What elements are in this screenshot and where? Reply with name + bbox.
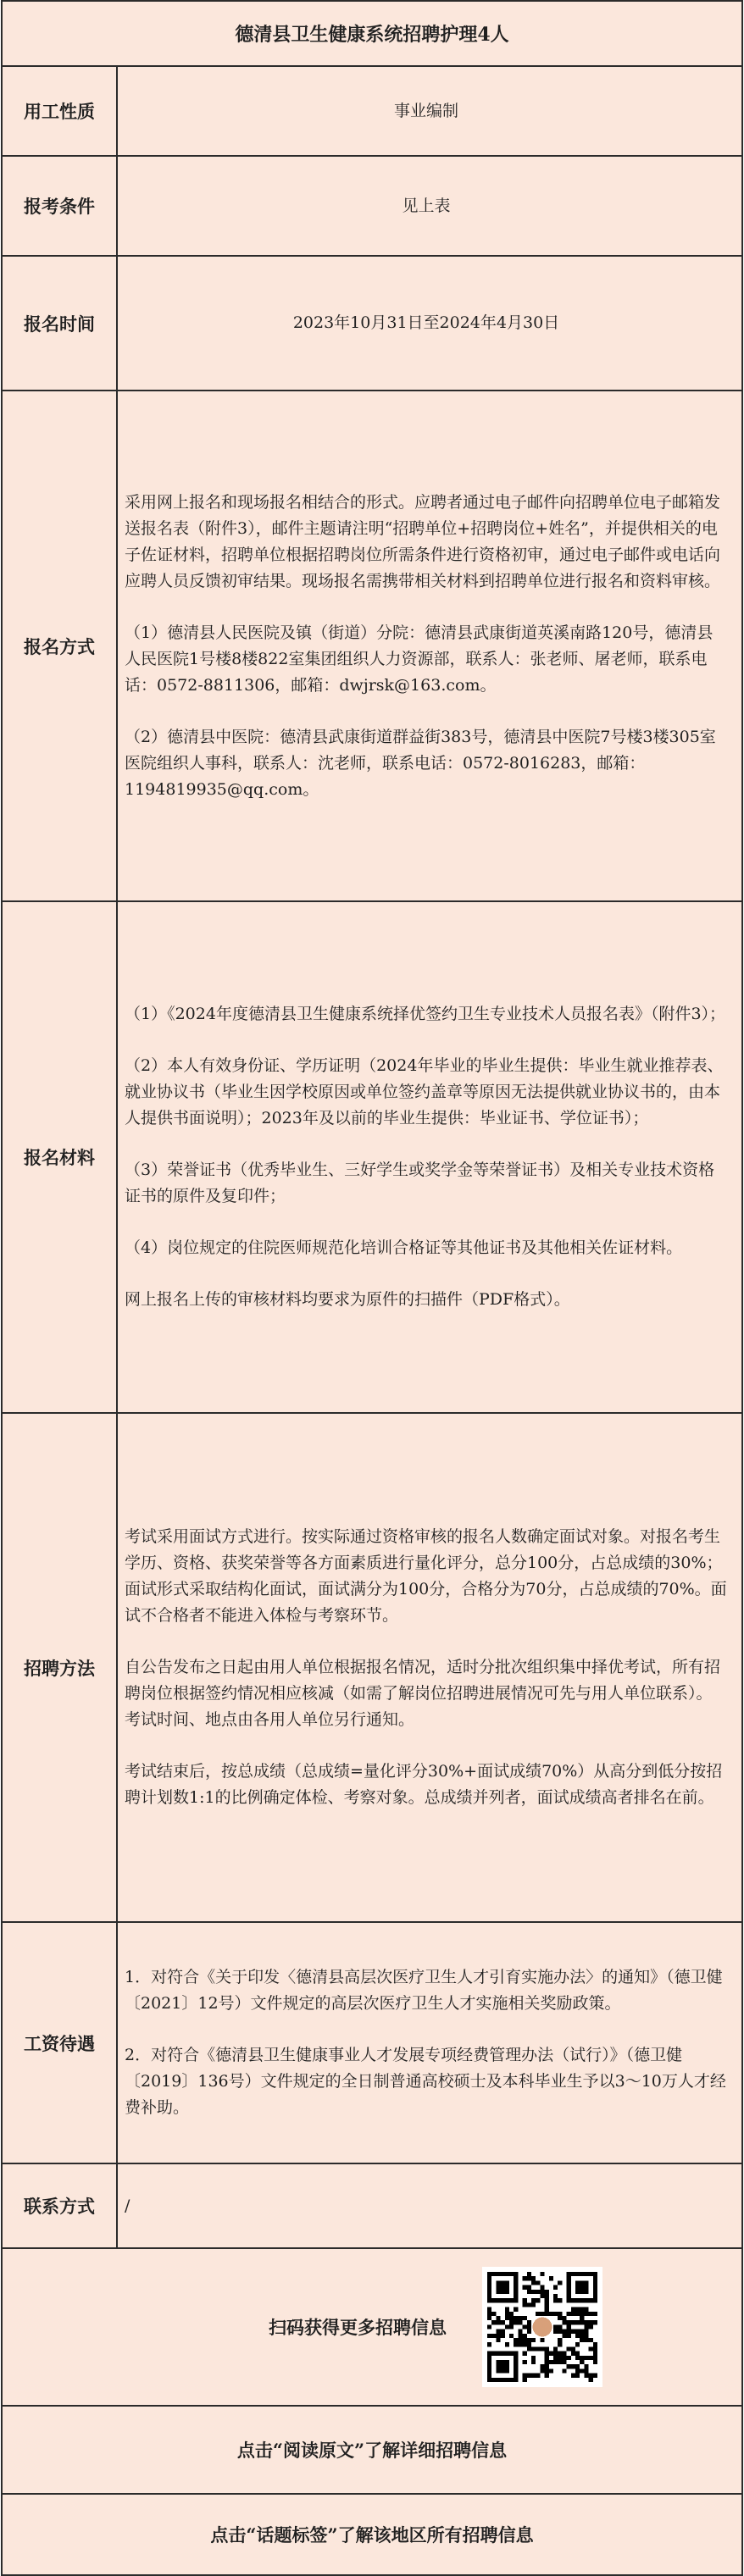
scan-section	[3, 2249, 741, 2407]
row-label: 联系方式	[3, 2164, 118, 2247]
row-text: 事业编制	[393, 101, 458, 120]
row-contact	[3, 2164, 741, 2249]
row-paragraph: （2）本人有效身份证、学历证明（2024年毕业的毕业生提供：毕业生就业推荐表、就业协议书（毕业生因学校原因或单位签约盖章等原因无法提供就业协议书的，由本人提供书面说明）；2023年及以前的毕业生提供：毕业证书、学位证书）；	[125, 1056, 724, 1127]
row-paragraph: 采用网上报名和现场报名相结合的形式。应聘者通过电子邮件向招聘单位电子邮箱发送报名表（附件3），邮件主题请注明“招聘单位+招聘岗位+姓名”，并提供相关的电子佐证材料，招聘单位根据招聘岗位所需条件进行资格初审，通过电子邮件或电话向应聘人员反馈初审结果。现场报名需携带相关材料到招聘单位进行报名和资料审核。	[125, 492, 721, 590]
row-label: 报名方式	[3, 391, 118, 900]
row-content	[118, 257, 741, 390]
row-paragraph: 考试采用面试方式进行。按实际通过资格审核的报名人数确定面试对象。对报名考生学历、资格、获奖荣誉等各方面素质进行量化评分，总分100分，占总成绩的30%；面试形式采取结构化面试，面试满分为100分，合格分为70分，占总成绩的70%。面试不合格者不能进入体检与考察环节。	[125, 1527, 727, 1625]
row-registration-materials	[3, 902, 741, 1414]
row-content	[118, 391, 741, 900]
row-label: 招聘方法	[3, 1414, 118, 1921]
row-label: 报名材料	[3, 902, 118, 1412]
row-salary	[3, 1923, 741, 2164]
table-title: 德清县卫生健康系统招聘护理4人	[3, 2, 741, 67]
row-paragraph: 考试结束后，按总成绩（总成绩=量化评分30%+面试成绩70%）从高分到低分按招聘计划数1:1的比例确定体检、考察对象。总成绩并列者，面试成绩高者排名在前。	[125, 1762, 723, 1807]
recruitment-table	[1, 0, 743, 2576]
row-label: 工资待遇	[3, 1923, 118, 2163]
row-paragraph: （3）荣誉证书（优秀毕业生、三好学生或奖学金等荣誉证书）及相关专业技术资格证书的原件及复印件；	[125, 1161, 715, 1205]
read-original-link[interactable]: 点击“阅读原文”了解详细招聘信息	[3, 2407, 741, 2495]
row-paragraph: 网上报名上传的审核材料均要求为原件的扫描件（PDF格式）。	[125, 1290, 570, 1309]
qr-code-graphic	[487, 2272, 597, 2382]
row-paragraph: （2）德清县中医院：德清县武康街道群益街383号，德清县中医院7号楼3楼305室医院组织人事科，联系人：沈老师，联系电话：0572-8016283，邮箱：1194819935@qq.com。	[125, 727, 716, 799]
row-content	[118, 2164, 741, 2247]
row-content	[118, 1923, 741, 2163]
row-paragraph: 2．对符合《德清县卫生健康事业人才发展专项经费管理办法（试行）》（德卫健〔2019〕136号）文件规定的全日制普通高校硕士及本科毕业生予以3～10万人才经费补助。	[125, 2046, 726, 2117]
row-registration-time	[3, 257, 741, 391]
row-recruitment-method	[3, 1414, 741, 1923]
row-text: /	[125, 2196, 130, 2215]
row-content	[118, 1414, 741, 1921]
topic-tag-link[interactable]: 点击“话题标签”了解该地区所有招聘信息	[3, 2495, 741, 2576]
row-label: 报名时间	[3, 257, 118, 390]
row-label: 用工性质	[3, 67, 118, 155]
row-paragraph: 1．对符合《关于印发〈德清县高层次医疗卫生人才引育实施办法〉的通知》（德卫健〔2021〕12号）文件规定的高层次医疗卫生人才实施相关奖励政策。	[125, 1968, 723, 2013]
row-registration-method	[3, 391, 741, 902]
scan-prompt: 扫码获得更多招聘信息	[269, 2317, 447, 2338]
row-content	[118, 902, 741, 1412]
row-requirements	[3, 157, 741, 257]
row-content	[118, 67, 741, 155]
qr-logo-icon	[533, 2318, 552, 2337]
row-text: 2023年10月31日至2024年4月30日	[292, 313, 560, 332]
row-paragraph: （4）岗位规定的住院医师规范化培训合格证等其他证书及其他相关佐证材料。	[125, 1238, 683, 1257]
row-content	[118, 157, 741, 255]
qr-code-icon[interactable]	[482, 2267, 602, 2387]
row-label: 报考条件	[3, 157, 118, 255]
row-paragraph: （1）德清县人民医院及镇（街道）分院：德清县武康街道英溪南路120号，德清县人民医院1号楼8楼822室集团组织人力资源部，联系人：张老师、屠老师，联系电话：0572-8811306，邮箱：dwjrsk@163.com。	[125, 623, 713, 695]
row-paragraph: 自公告发布之日起由用人单位根据报名情况，适时分批次组织集中择优考试，所有招聘岗位根据签约情况相应核减（如需了解岗位招聘进展情况可先与用人单位联系）。考试时间、地点由各用人单位另行通知。	[125, 1658, 721, 1729]
row-paragraph: （1）《2024年度德清县卫生健康系统择优签约卫生专业技术人员报名表》（附件3）；	[125, 1005, 726, 1023]
row-text: 见上表	[402, 196, 451, 215]
row-employment-type	[3, 67, 741, 157]
